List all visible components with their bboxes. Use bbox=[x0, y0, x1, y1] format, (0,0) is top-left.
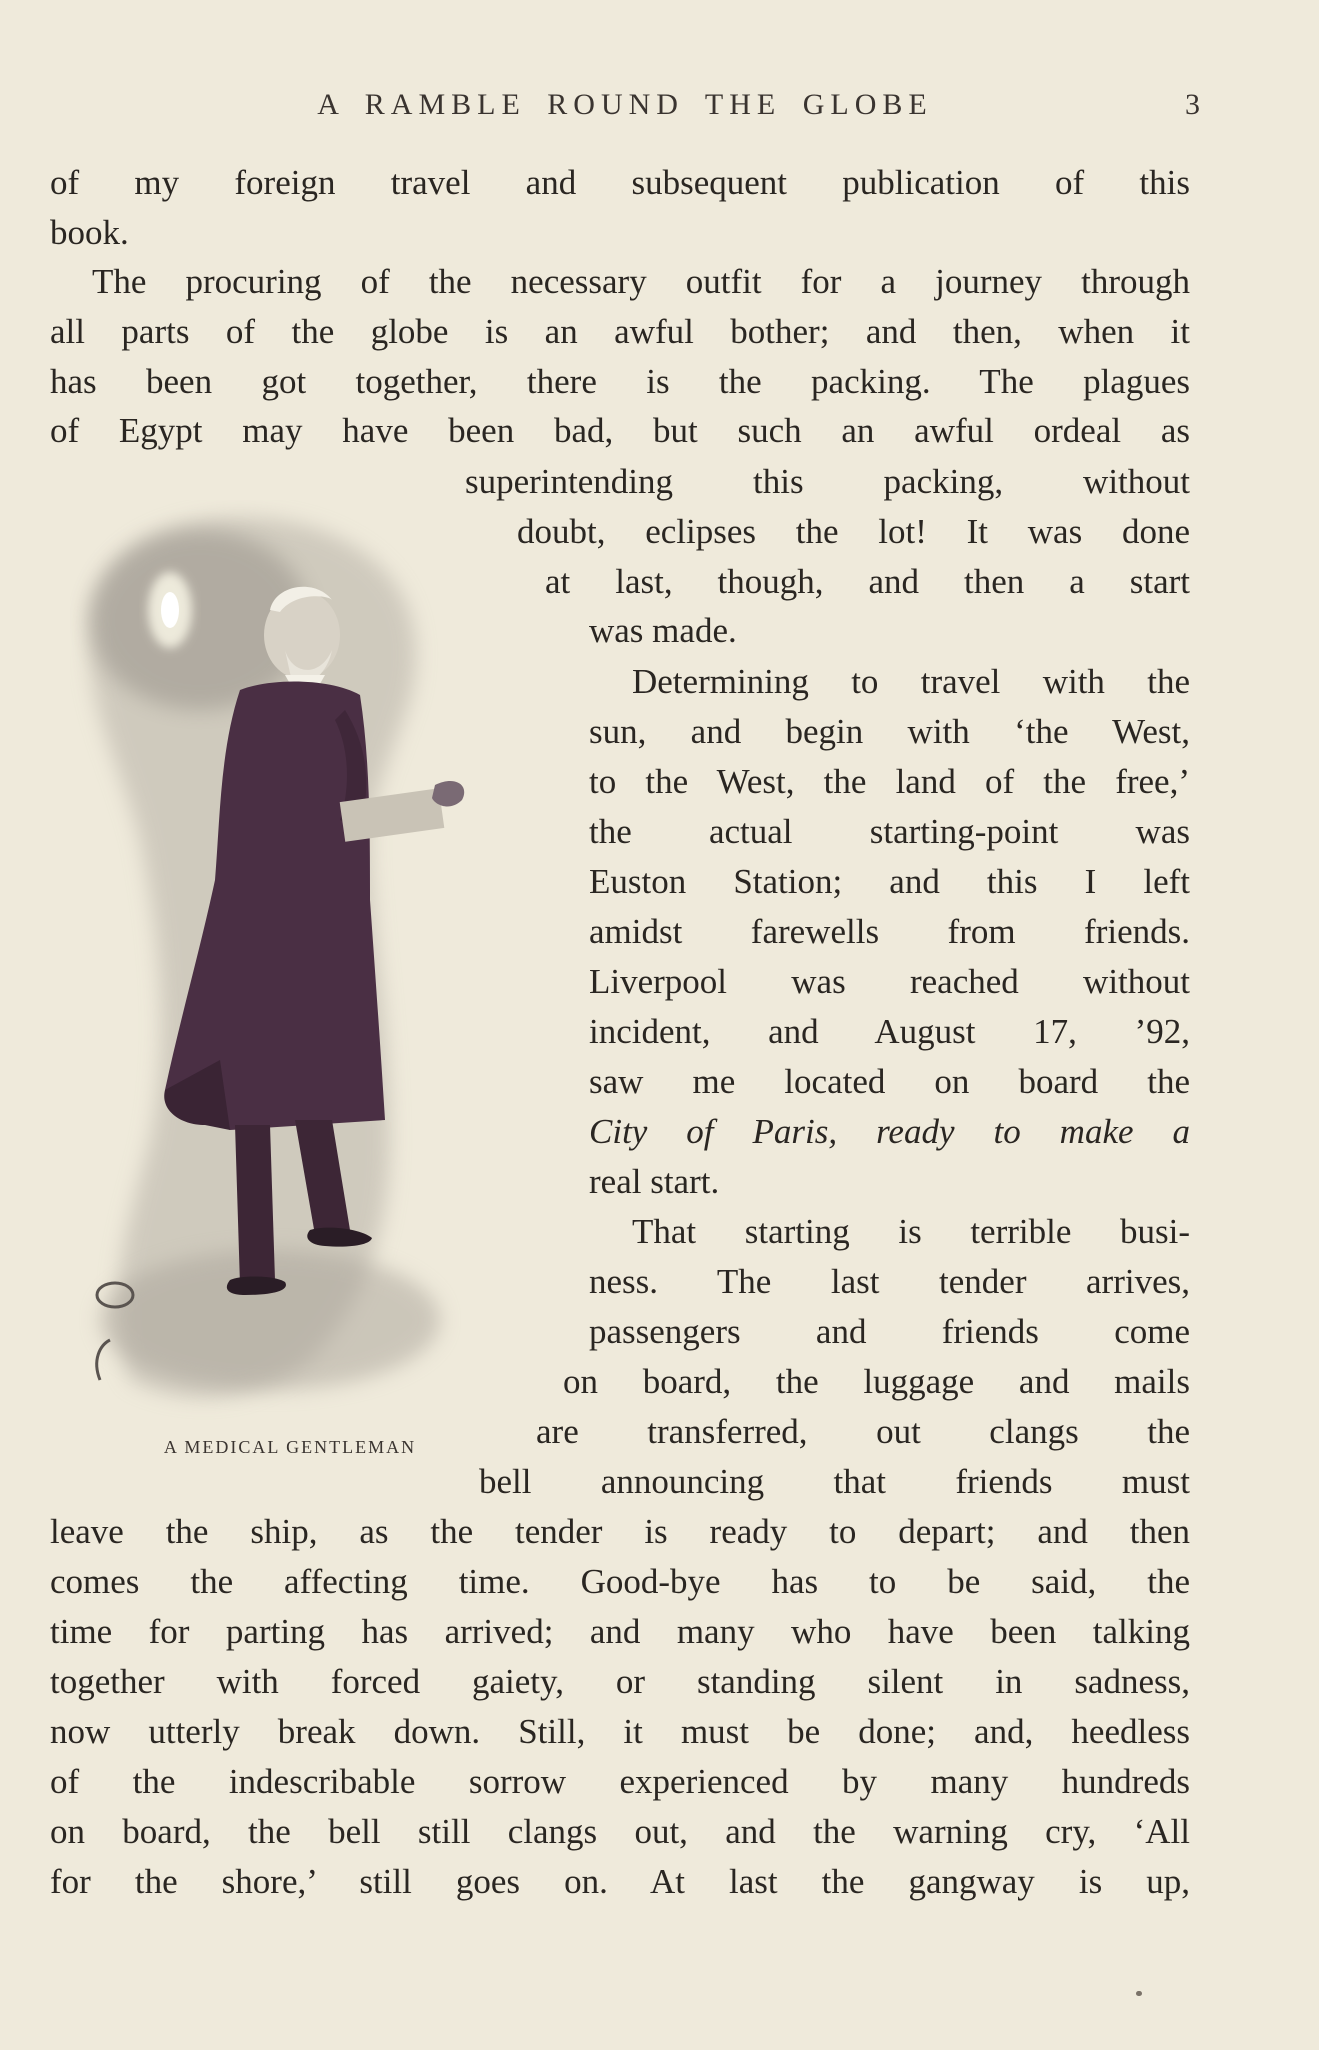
text-line: sun, and begin with ‘the West, bbox=[589, 712, 1190, 751]
running-title: A RAMBLE ROUND THE GLOBE bbox=[317, 88, 933, 121]
text-line: are transferred, out clangs the bbox=[536, 1412, 1190, 1451]
text-line: was made. bbox=[589, 611, 737, 650]
text-line: Euston Station; and this I left bbox=[589, 862, 1190, 901]
text-line: on board, the luggage and mails bbox=[563, 1362, 1190, 1401]
text-line: leave the ship, as the tender is ready to depart; and then bbox=[50, 1512, 1190, 1551]
text-line: That starting is terrible busi- bbox=[632, 1212, 1190, 1251]
text-line: of Egypt may have been bad, but such an awful ordeal as bbox=[50, 411, 1190, 450]
paper-speck bbox=[1136, 1991, 1142, 1996]
text-line: now utterly break down. Still, it must be done; and, heedless bbox=[50, 1712, 1190, 1751]
text-line: superintending this packing, without bbox=[465, 462, 1190, 501]
text-line: Liverpool was reached without bbox=[589, 962, 1190, 1001]
text-line: at last, though, and then a start bbox=[545, 562, 1190, 601]
illustration-caption: A MEDICAL GENTLEMAN bbox=[163, 1437, 417, 1457]
text-line: saw me located on board the bbox=[589, 1062, 1190, 1101]
text-line: City of Paris, ready to make a bbox=[589, 1112, 1190, 1151]
text-line: doubt, eclipses the lot! It was done bbox=[517, 512, 1190, 551]
page-number: 3 bbox=[1185, 88, 1200, 121]
medical-gentleman-illustration bbox=[70, 500, 550, 1430]
text-line: book. bbox=[50, 213, 129, 252]
text-line: all parts of the globe is an awful bother; and then, when it bbox=[50, 312, 1190, 351]
text-line: of the indescribable sorrow experienced by many hundreds bbox=[50, 1762, 1190, 1801]
text-line: to the West, the land of the free,’ bbox=[589, 762, 1190, 801]
text-line: The procuring of the necessary outfit for a journey through bbox=[92, 262, 1190, 301]
text-line: bell announcing that friends must bbox=[479, 1462, 1190, 1501]
text-line: has been got together, there is the packing. The plagues bbox=[50, 362, 1190, 401]
text-line: ness. The last tender arrives, bbox=[589, 1262, 1190, 1301]
text-line: for the shore,’ still goes on. At last the gangway is up, bbox=[50, 1862, 1190, 1901]
text-line: amidst farewells from friends. bbox=[589, 912, 1190, 951]
text-line: Determining to travel with the bbox=[632, 662, 1190, 701]
text-line: together with forced gaiety, or standing silent in sadness, bbox=[50, 1662, 1190, 1701]
text-line: of my foreign travel and subsequent publication of this bbox=[50, 163, 1190, 202]
text-line: passengers and friends come bbox=[589, 1312, 1190, 1351]
text-line: the actual starting-point was bbox=[589, 812, 1190, 851]
text-line: incident, and August 17, ’92, bbox=[589, 1012, 1190, 1051]
text-line: comes the affecting time. Good-bye has to be said, the bbox=[50, 1562, 1190, 1601]
text-line: on board, the bell still clangs out, and the warning cry, ‘All bbox=[50, 1812, 1190, 1851]
text-line: real start. bbox=[589, 1162, 720, 1201]
text-line: time for parting has arrived; and many who have been talking bbox=[50, 1612, 1190, 1651]
